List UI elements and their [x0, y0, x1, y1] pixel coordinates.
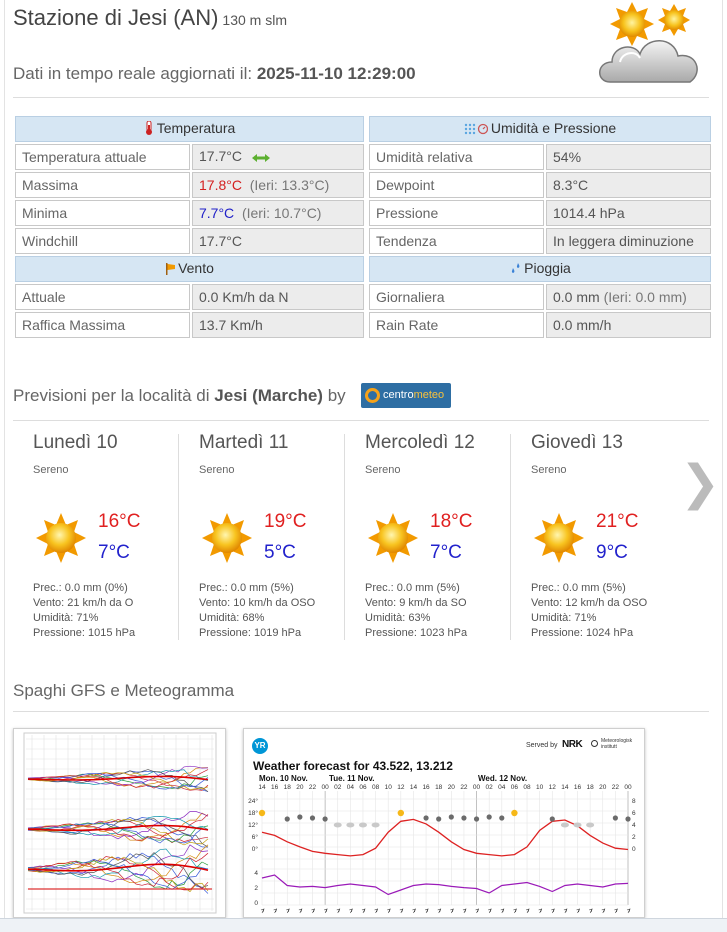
svg-text:16: 16: [271, 784, 279, 791]
pressure-label: Pressione: [369, 200, 544, 226]
humidity-header-label: Umidità e Pressione: [490, 120, 617, 136]
day-details: [33, 581, 135, 641]
meteogram-day-3: Wed. 12 Nov.: [478, 774, 528, 783]
svg-text:6°: 6°: [251, 834, 258, 841]
day-pressure: Pressione: 1015 hPa: [33, 627, 136, 639]
station-name: Stazione di Jesi (AN): [13, 5, 219, 30]
served-by-label: Served by: [526, 742, 558, 749]
wind-current-label: Attuale: [15, 284, 190, 310]
svg-text:18: 18: [435, 784, 443, 791]
rain-daily-value: [546, 284, 711, 310]
day-humidity: Umidità: 63%: [365, 612, 431, 624]
day-condition: Sereno: [199, 464, 235, 476]
logo-text-a: centro: [383, 389, 414, 401]
day-temp-max: 16°C: [98, 511, 141, 532]
meteogram-day-2: Tue. 11 Nov.: [329, 774, 375, 783]
meteogram-title: Weather forecast for 43.522, 13.212: [253, 759, 453, 773]
temp-min-number: 7.7°C: [199, 205, 235, 221]
svg-text:0: 0: [254, 900, 258, 907]
svg-text:08: 08: [523, 784, 531, 791]
svg-text:00: 00: [472, 784, 481, 791]
gfs-spaghetti-graph[interactable]: [13, 728, 226, 918]
sun-icon: [35, 512, 87, 564]
nrk-logo: NRK: [562, 739, 583, 750]
trend-arrow-icon: [252, 150, 270, 166]
humidity-value: 54%: [546, 144, 711, 170]
svg-text:4: 4: [632, 822, 636, 829]
temp-max-label: Massima: [15, 172, 190, 198]
humidity-pressure-icon: [464, 122, 488, 138]
temp-max-yesterday: (Ieri: 13.3°C): [249, 177, 330, 193]
meteogram-graph[interactable]: [243, 728, 645, 918]
temp-max-value: [192, 172, 364, 198]
svg-text:4: 4: [254, 870, 258, 877]
day-wind: Vento: 9 km/h da SO: [365, 597, 467, 609]
rain-daily-label: Giornaliera: [369, 284, 544, 310]
temp-current-number: 17.7°C: [199, 148, 242, 164]
logo-text: [383, 389, 444, 401]
rain-daily-number: 0.0 mm: [553, 289, 600, 305]
svg-text:2: 2: [632, 834, 636, 841]
day-wind: Vento: 12 km/h da OSO: [531, 597, 648, 609]
day-precip: Prec.: 0.0 mm (5%): [365, 582, 460, 594]
svg-text:06: 06: [359, 784, 367, 791]
forecast-title-prefix: Previsioni per la località di: [13, 386, 210, 405]
update-label: Dati in tempo reale aggiornati il:: [13, 64, 253, 83]
day-temp-max: 21°C: [596, 511, 639, 532]
day-humidity: Umidità: 71%: [33, 612, 99, 624]
forecast-title: [13, 386, 346, 406]
day-precip: Prec.: 0.0 mm (5%): [531, 582, 626, 594]
left-border: [4, 0, 5, 920]
day-humidity: Umidità: 71%: [531, 612, 597, 624]
update-timestamp: 2025-11-10 12:29:00: [256, 64, 416, 83]
humidity-label: Umidità relativa: [369, 144, 544, 170]
svg-text:02: 02: [334, 784, 342, 791]
forecast-day-card: [179, 432, 345, 642]
svg-text:04: 04: [346, 784, 354, 791]
day-temp-min: 7°C: [98, 542, 130, 563]
divider: [13, 420, 709, 421]
sun-icon: [367, 512, 419, 564]
svg-text:00: 00: [624, 784, 632, 791]
day-condition: Sereno: [365, 464, 401, 476]
wind-gust-label: Raffica Massima: [15, 312, 190, 338]
day-condition: Sereno: [531, 464, 567, 476]
svg-text:06: 06: [510, 784, 519, 791]
sun-icon: [201, 512, 253, 564]
svg-text:00: 00: [321, 784, 329, 791]
day-temp-max: 19°C: [264, 511, 307, 532]
rain-header: [369, 256, 711, 282]
forecast-day-card: [511, 432, 677, 642]
partly-cloudy-icon: [592, 2, 712, 97]
day-condition: Sereno: [33, 464, 69, 476]
day-name: Lunedì 10: [33, 432, 118, 453]
svg-text:8: 8: [632, 798, 636, 805]
svg-text:14: 14: [561, 784, 569, 791]
wind-flag-icon: [165, 262, 175, 278]
forecast-location: Jesi (Marche): [214, 386, 323, 405]
temp-max-number: 17.8°C: [199, 177, 242, 193]
svg-text:16: 16: [422, 784, 430, 791]
svg-text:24°: 24°: [248, 798, 258, 805]
svg-text:18: 18: [586, 784, 594, 791]
forecast-by: by: [327, 386, 346, 405]
update-line: [13, 64, 416, 84]
station-altitude: 130 m slm: [222, 12, 287, 28]
forecast-day-card: [345, 432, 511, 642]
rain-yesterday: (Ieri: 0.0 mm): [603, 289, 687, 305]
station-title: [13, 5, 287, 31]
divider: [13, 97, 709, 98]
taskbar: [0, 918, 727, 932]
svg-text:08: 08: [371, 784, 380, 791]
graphs-title: Spaghi GFS e Meteogramma: [13, 681, 235, 700]
svg-text:22: 22: [308, 784, 317, 791]
temp-current-value: [192, 144, 364, 170]
met-institute-label: Meteorologisk institutt: [601, 738, 633, 750]
svg-text:02: 02: [485, 784, 493, 791]
right-border: [722, 0, 723, 920]
day-temp-min: 5°C: [264, 542, 296, 563]
windchill-value: 17.7°C: [192, 228, 364, 254]
logo-text-b: meteo: [413, 389, 445, 401]
day-precip: Prec.: 0.0 mm (5%): [199, 582, 294, 594]
meteogram-plot: [244, 729, 645, 918]
trend-value: In leggera diminuzione: [546, 228, 711, 254]
forecast-day-card: [13, 432, 179, 642]
gfs-plot-image: [14, 729, 225, 917]
svg-text:04: 04: [498, 784, 506, 791]
svg-text:10: 10: [536, 784, 544, 791]
svg-text:22: 22: [460, 784, 468, 791]
dewpoint-label: Dewpoint: [369, 172, 544, 198]
svg-text:0°: 0°: [251, 846, 258, 853]
trend-label: Tendenza: [369, 228, 544, 254]
svg-text:18: 18: [283, 784, 291, 791]
windchill-label: Windchill: [15, 228, 190, 254]
next-chevron-icon[interactable]: ❯: [680, 455, 721, 511]
right-data-table: [367, 114, 713, 340]
temperature-header: [15, 116, 364, 142]
sun-icon: [533, 512, 585, 564]
svg-text:16: 16: [573, 784, 582, 791]
svg-text:14: 14: [258, 784, 266, 791]
meteogram-day-1: Mon. 10 Nov.: [259, 774, 308, 783]
svg-text:22: 22: [611, 784, 619, 791]
day-humidity: Umidità: 68%: [199, 612, 265, 624]
day-details: [531, 581, 647, 641]
temp-min-yesterday: (Ieri: 10.7°C): [241, 205, 322, 221]
thermometer-icon: [144, 121, 154, 138]
svg-text:2: 2: [254, 885, 258, 892]
logo-ring-icon: [365, 388, 380, 403]
day-precip: Prec.: 0.0 mm (0%): [33, 582, 128, 594]
divider: [13, 711, 709, 712]
svg-text:20: 20: [447, 784, 455, 791]
centromete-logo[interactable]: [361, 383, 451, 408]
yr-logo-icon: YR: [252, 738, 268, 754]
day-details: [199, 581, 315, 641]
rain-rate-value: 0.0 mm/h: [546, 312, 711, 338]
svg-text:18°: 18°: [248, 810, 258, 817]
svg-text:6: 6: [632, 810, 636, 817]
svg-text:20: 20: [599, 784, 607, 791]
svg-text:20: 20: [296, 784, 304, 791]
svg-text:12°: 12°: [248, 822, 258, 829]
svg-text:0: 0: [632, 846, 636, 853]
day-pressure: Pressione: 1024 hPa: [531, 627, 634, 639]
day-pressure: Pressione: 1019 hPa: [199, 627, 302, 639]
day-temp-max: 18°C: [430, 511, 473, 532]
pressure-value: 1014.4 hPa: [546, 200, 711, 226]
svg-text:12: 12: [548, 784, 556, 791]
rain-drops-icon: [509, 262, 521, 278]
day-details: [365, 581, 467, 641]
day-pressure: Pressione: 1023 hPa: [365, 627, 468, 639]
day-temp-min: 7°C: [430, 542, 462, 563]
day-name: Giovedì 13: [531, 432, 623, 453]
temp-min-label: Minima: [15, 200, 190, 226]
rain-header-label: Pioggia: [524, 260, 571, 276]
temperature-header-label: Temperatura: [156, 120, 236, 136]
dewpoint-value: 8.3°C: [546, 172, 711, 198]
day-wind: Vento: 21 km/h da O: [33, 597, 134, 609]
svg-text:14: 14: [409, 784, 418, 791]
day-name: Martedì 11: [199, 432, 289, 453]
wind-header: [15, 256, 364, 282]
svg-text:12: 12: [397, 784, 405, 791]
wind-current-value: 0.0 Km/h da N: [192, 284, 364, 310]
wind-gust-value: 13.7 Km/h: [192, 312, 364, 338]
day-wind: Vento: 10 km/h da OSO: [199, 597, 316, 609]
temp-current-label: Temperatura attuale: [15, 144, 190, 170]
day-temp-min: 9°C: [596, 542, 628, 563]
wind-header-label: Vento: [178, 260, 214, 276]
left-data-table: [13, 114, 366, 340]
rain-rate-label: Rain Rate: [369, 312, 544, 338]
humidity-header: [369, 116, 711, 142]
svg-text:10: 10: [384, 784, 392, 791]
day-name: Mercoledì 12: [365, 432, 475, 453]
temp-min-value: [192, 200, 364, 226]
